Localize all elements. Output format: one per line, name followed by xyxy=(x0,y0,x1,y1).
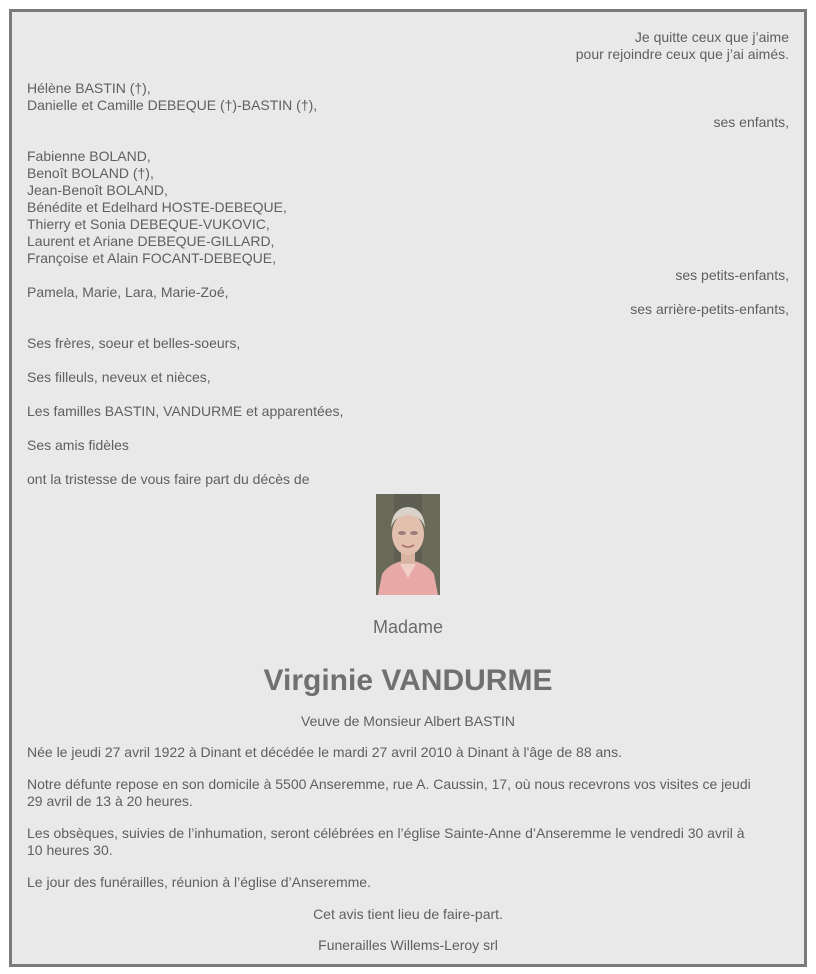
repose-paragraph xyxy=(27,776,789,810)
quote-line-2: pour rejoindre ceux que j’ai aimés. xyxy=(575,46,789,62)
repose-text: 29 avril de 13 à 20 heures. xyxy=(27,793,193,809)
grandchildren-label: ses petits-enfants, xyxy=(675,267,789,283)
relatives-line: Ses filleuls, neveux et nièces, xyxy=(27,369,211,385)
relatives-line: Ses frères, soeur et belles-soeurs, xyxy=(27,335,241,351)
obituary-card xyxy=(9,9,807,967)
gathering-paragraph xyxy=(27,874,789,891)
portrait-wrapper xyxy=(27,494,789,595)
child-name: Danielle et Camille DEBEQUE (†)-BASTIN (†), xyxy=(27,97,318,113)
portrait-photo xyxy=(376,494,440,595)
widow-line: Veuve de Monsieur Albert BASTIN xyxy=(301,713,515,729)
great-grandchildren-label: ses arrière-petits-enfants, xyxy=(630,301,789,317)
children-section xyxy=(27,80,789,131)
funeral-text: Les obsèques, suivies de l’inhumation, seront célébrées en l’église Sainte-Anne d’Anseremme le vendredi 30 avril à xyxy=(27,825,745,841)
grandchild-name: Laurent et Ariane DEBEQUE-GILLARD, xyxy=(27,233,275,249)
relatives-line: Les familles BASTIN, VANDURME et apparentées, xyxy=(27,403,344,419)
relatives-section xyxy=(27,335,789,488)
great-grandchild-names: Pamela, Marie, Lara, Marie-Zoé, xyxy=(27,284,229,300)
grandchild-name: Fabienne BOLAND, xyxy=(27,148,151,164)
great-grandchildren-section xyxy=(27,284,789,318)
deceased-title: Madame xyxy=(372,617,444,637)
relatives-line: Ses amis fidèles xyxy=(27,437,129,453)
grandchildren-section xyxy=(27,148,789,284)
deceased-name: Virginie VANDURME xyxy=(263,664,553,697)
obituary-content xyxy=(27,29,789,954)
grandchild-name: Jean-Benoît BOLAND, xyxy=(27,182,168,198)
grandchild-name: Bénédite et Edelhard HOSTE-DEBEQUE, xyxy=(27,199,287,215)
grandchild-name: Françoise et Alain FOCANT-DEBEQUE, xyxy=(27,250,276,266)
birth-death-text: Née le jeudi 27 avril 1922 à Dinant et décédée le mardi 27 avril 2010 à Dinant à l'âge de 88 ans. xyxy=(27,744,622,760)
child-name: Hélène BASTIN (†), xyxy=(27,80,151,96)
quote xyxy=(27,29,789,63)
funeral-paragraph xyxy=(27,825,789,859)
repose-text: Notre défunte repose en son domicile à 5500 Anseremme, rue A. Caussin, 17, où nous recevrons vos visites ce jeudi xyxy=(27,776,751,792)
funeral-text: 10 heures 30. xyxy=(27,842,113,858)
announcement-line: ont la tristesse de vous faire part du décès de xyxy=(27,471,310,487)
birth-death-paragraph xyxy=(27,744,789,761)
grandchild-name: Benoît BOLAND (†), xyxy=(27,165,154,181)
notice-text: Cet avis tient lieu de faire-part. xyxy=(313,906,503,922)
grandchild-name: Thierry et Sonia DEBEQUE-VUKOVIC, xyxy=(27,216,270,232)
quote-line-1: Je quitte ceux que j’aime xyxy=(634,29,789,45)
children-label: ses enfants, xyxy=(713,114,789,130)
funeral-home-name: Funerailles Willems-Leroy srl xyxy=(318,937,498,953)
gathering-text: Le jour des funérailles, réunion à l’église d’Anseremme. xyxy=(27,874,371,890)
